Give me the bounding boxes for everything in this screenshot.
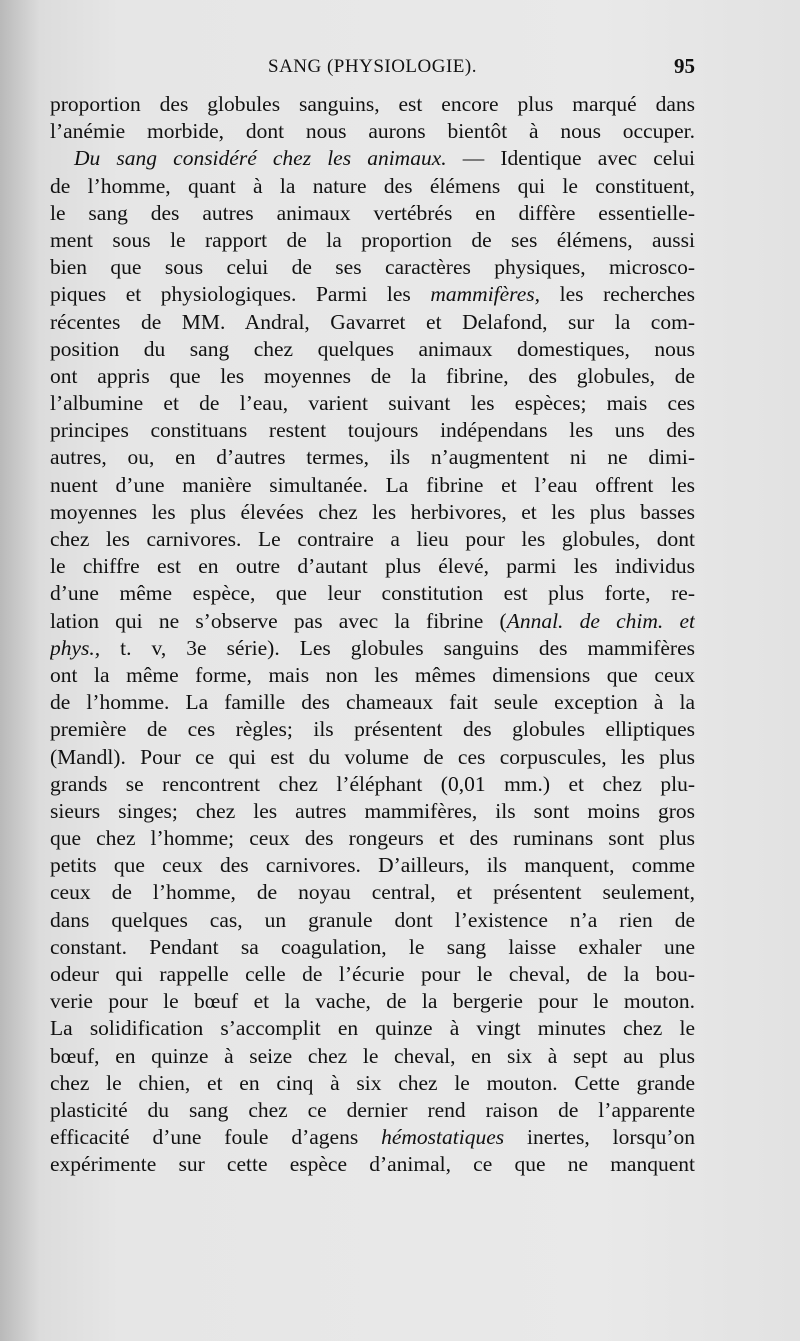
text-segment: d’une même espèce, que leur constitution est plus forte, re- (50, 581, 695, 606)
text-segment: ont appris que les moyennes de la fibrine, des globules, de (50, 363, 695, 388)
text-line (50, 281, 695, 308)
text-line (50, 309, 695, 336)
text-line (50, 472, 695, 499)
text-segment: t. v, 3e série). Les globules sanguins des mammifères (100, 635, 695, 660)
text-segment: bœuf, en quinze à seize chez le cheval, en six à sept au plus (50, 1043, 695, 1068)
text-line (50, 988, 695, 1015)
text-line (50, 961, 695, 988)
text-segment: — Identique avec celui (446, 146, 695, 171)
text-line (50, 363, 695, 390)
text-line (50, 771, 695, 798)
text-line (50, 227, 695, 254)
text-line (50, 907, 695, 934)
text-segment: proportion des globules sanguins, est encore plus marqué dans (50, 92, 695, 116)
text-segment: chez les carnivores. Le contraire a lieu pour les globules, dont (50, 527, 695, 551)
text-segment: (Mandl). Pour ce qui est du volume de ces corpuscules, les plus (50, 744, 695, 769)
text-segment: le sang des autres animaux vertébrés en diffère essentielle- (50, 200, 695, 225)
text-line (50, 118, 695, 145)
text-segment: constant. Pendant sa coagulation, le sang laisse exhaler une (50, 934, 695, 959)
text-segment: position du sang chez quelques animaux domestiques, nous (50, 336, 695, 361)
text-line (50, 145, 695, 172)
text-segment: de l’homme. La famille des chameaux fait seule exception à la (50, 690, 695, 715)
page-header (50, 56, 695, 86)
text-segment: que chez l’homme; ceux des rongeurs et des ruminans sont plus (50, 826, 695, 851)
text-line (50, 852, 695, 879)
text-segment: chez le chien, et en cinq à six chez le mouton. Cette grande (50, 1070, 695, 1095)
body-text (50, 91, 695, 1179)
text-segment: première de ces règles; ils présentent des globules elliptiques (50, 717, 695, 742)
text-segment: moyennes les plus élevées chez les herbivores, et les plus basses (50, 499, 695, 524)
text-line (50, 499, 695, 526)
text-segment: ceux de l’homme, de noyau central, et présentent seulement, (50, 880, 695, 905)
text-segment: autres, ou, en d’autres termes, ils n’augmentent ni ne dimi- (50, 445, 695, 470)
text-line (50, 444, 695, 471)
text-line (50, 608, 695, 635)
italic-text: phys., (50, 635, 101, 660)
text-segment: odeur qui rappelle celle de l’écurie pour le cheval, de la bou- (50, 962, 695, 986)
text-segment: expérimente sur cette espèce d’animal, ce que ne manquent (50, 1152, 695, 1177)
text-line (50, 200, 695, 227)
text-line (50, 689, 695, 716)
text-segment: grands se rencontrent chez l’éléphant (0,01 mm.) et chez plu- (50, 771, 695, 796)
text-line (50, 825, 695, 852)
page-number: 95 (674, 54, 695, 78)
text-line (50, 173, 695, 200)
text-segment: de l’homme, quant à la nature des élémens qui le constituent, (50, 173, 695, 198)
text-line (50, 744, 695, 771)
italic-text: mammifères, (430, 282, 541, 307)
text-line (50, 934, 695, 961)
text-segment: nuent d’une manière simultanée. La fibrine et l’eau offrent les (50, 472, 695, 497)
text-segment: ont la même forme, mais non les mêmes dimensions que ceux (50, 662, 695, 687)
text-line (50, 635, 695, 662)
text-line (50, 1015, 695, 1042)
text-line (50, 91, 695, 118)
text-line (50, 1043, 695, 1070)
text-segment: petits que ceux des carnivores. D’ailleurs, ils manquent, comme (50, 853, 695, 878)
text-segment: inertes, lorsqu’on (504, 1125, 695, 1150)
running-title: SANG (PHYSIOLOGIE). (268, 56, 477, 77)
text-segment: La solidification s’accomplit en quinze à vingt minutes chez le (50, 1016, 695, 1041)
text-line (50, 417, 695, 444)
text-line (50, 1151, 695, 1178)
text-segment: les recherches (540, 282, 695, 307)
text-segment: dans quelques cas, un granule dont l’existence n’a rien de (50, 907, 695, 932)
text-line (50, 662, 695, 689)
text-segment: sieurs singes; chez les autres mammifères, ils sont moins gros (50, 798, 695, 823)
text-segment: verie pour le bœuf et la vache, de la bergerie pour le mouton. (50, 989, 695, 1014)
italic-text: Du sang considéré chez les animaux. (74, 146, 447, 171)
text-line (50, 390, 695, 417)
text-line (50, 798, 695, 825)
text-line (50, 716, 695, 743)
text-segment: ment sous le rapport de la proportion de ses élémens, aussi (50, 227, 695, 252)
text-line (50, 879, 695, 906)
text-line (50, 254, 695, 281)
text-line (50, 553, 695, 580)
text-segment: le chiffre est en outre d’autant plus élevé, parmi les individus (50, 554, 695, 579)
text-segment: récentes de MM. Andral, Gavarret et Delafond, sur la com- (50, 309, 695, 334)
text-line (50, 526, 695, 553)
text-segment: l’albumine et de l’eau, varient suivant les espèces; mais ces (50, 391, 695, 416)
text-segment: principes constituans restent toujours indépendans les uns des (50, 418, 695, 443)
text-segment: piques et physiologiques. Parmi les (50, 282, 431, 307)
text-segment: plasticité du sang chez ce dernier rend raison de l’apparente (50, 1097, 695, 1122)
text-line (50, 580, 695, 607)
text-line (50, 1124, 695, 1151)
text-line (50, 1070, 695, 1097)
text-line (50, 336, 695, 363)
italic-text: hémostatiques (381, 1125, 505, 1150)
text-segment: efficacité d’une foule d’agens (50, 1125, 382, 1150)
italic-text: Annal. de chim. et (506, 608, 695, 633)
text-line (50, 1097, 695, 1124)
text-segment: l’anémie morbide, dont nous aurons bientôt à nous occuper. (50, 119, 695, 144)
text-segment: bien que sous celui de ses caractères physiques, microsco- (50, 255, 695, 280)
text-segment: lation qui ne s’observe pas avec la fibrine ( (50, 608, 507, 633)
